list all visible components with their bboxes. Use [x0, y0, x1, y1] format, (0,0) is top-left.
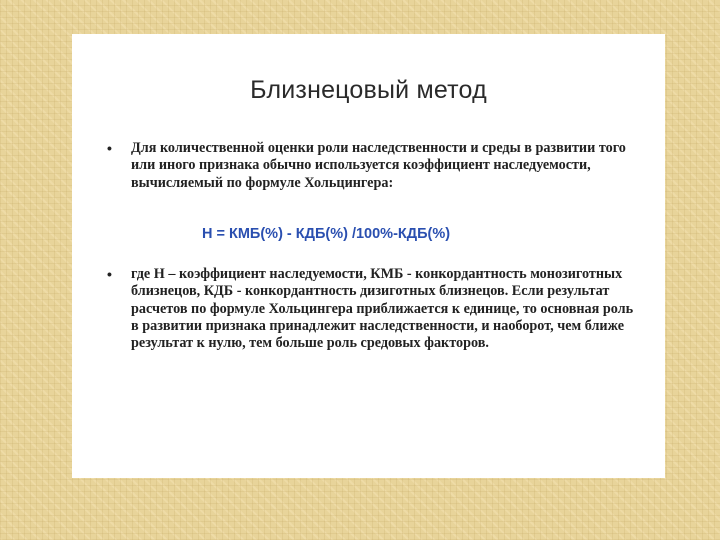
- slide-title: Близнецовый метод: [250, 76, 487, 104]
- bullet-icon: •: [107, 266, 112, 282]
- holzinger-formula: H = КМБ(%) - КДБ(%) /100%-КДБ(%): [202, 226, 451, 242]
- bullet-item-1: [107, 140, 637, 192]
- bullet-item-2: [107, 266, 637, 352]
- bullet-text-intro: Для количественной оценки роли наследственности и среды в развитии того или иного признака обычно используется коэффициент наследуемости, вычисляемый по формуле Хольцингера:: [131, 140, 626, 191]
- slide-panel: [72, 34, 665, 478]
- bullet-text-explanation: где Н – коэффициент наследуемости, КМБ - конкордантность монозиготных близнецов, КДБ - конкордантность дизиготных близнецов. Если результат расчетов по формуле Хольцингера приближается к единице, то основная роль в развитии признака принадлежит наследственности, и наоборот, чем ближе результат к нулю, тем больше роль средовых факторов.: [131, 266, 634, 352]
- bullet-icon: •: [107, 140, 112, 156]
